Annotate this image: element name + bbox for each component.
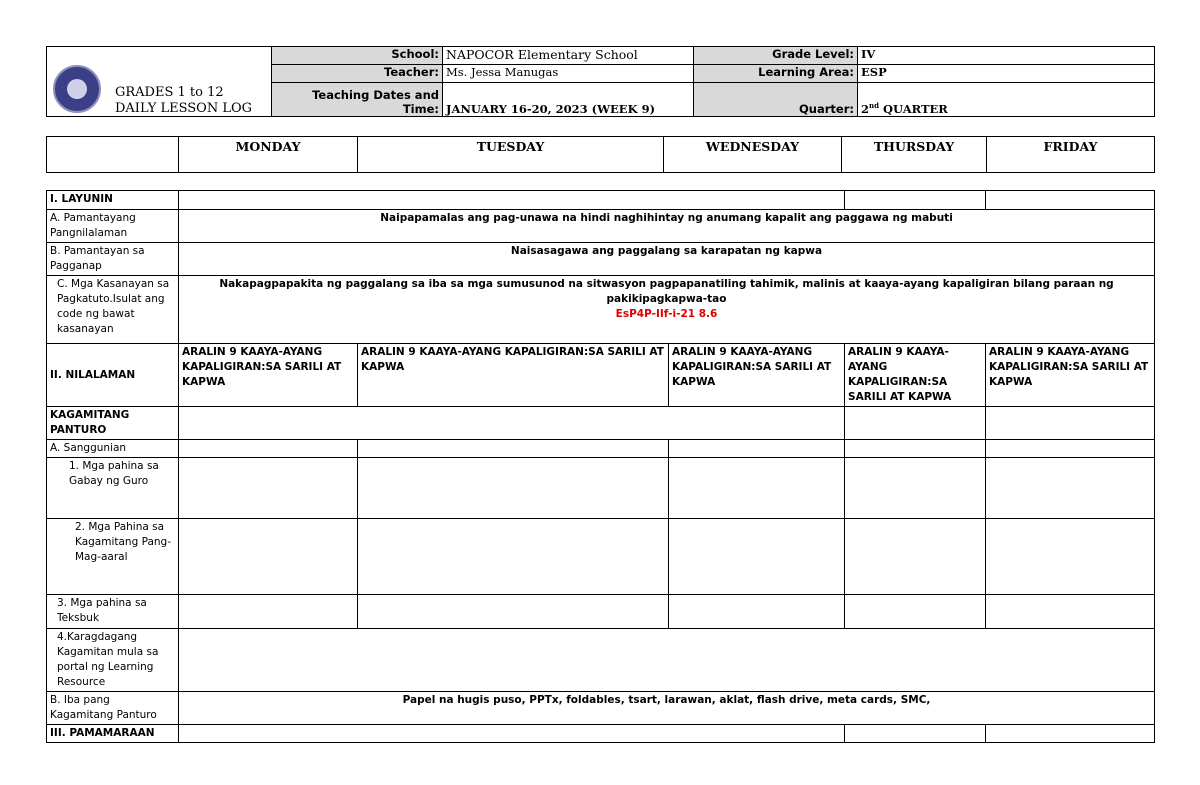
sanggunian-wednesday bbox=[669, 440, 845, 458]
dates-value: JANUARY 16-20, 2023 (WEEK 9) bbox=[443, 83, 694, 117]
row-layunin-thu bbox=[845, 191, 986, 210]
nilalaman-monday: ARALIN 9 KAAYA-AYANG KAPALIGIRAN:SA SARILI AT KAPWA bbox=[179, 344, 358, 407]
quarter-label: Quarter: bbox=[694, 83, 858, 117]
row-teksbuk-label: 3. Mga pahina sa Teksbuk bbox=[47, 595, 179, 629]
day-wednesday: WEDNESDAY bbox=[664, 137, 842, 173]
teacher-label: Teacher: bbox=[272, 65, 443, 83]
row-kagamitan-thu bbox=[845, 407, 986, 440]
row-pamamaraan-thu bbox=[845, 725, 986, 743]
teksbuk-tuesday bbox=[358, 595, 669, 629]
area-value: ESP bbox=[858, 65, 1155, 83]
row-gabay-label: 1. Mga pahina sa Gabay ng Guro bbox=[47, 458, 179, 519]
teksbuk-friday bbox=[986, 595, 1155, 629]
day-tuesday: TUESDAY bbox=[358, 137, 664, 173]
header-logo-cell bbox=[47, 47, 272, 117]
nilalaman-wednesday: ARALIN 9 KAAYA-AYANG KAPALIGIRAN:SA SARILI AT KAPWA bbox=[669, 344, 845, 407]
lesson-log-table bbox=[46, 190, 1155, 743]
dates-label: Teaching Dates and Time: bbox=[272, 83, 443, 117]
teksbuk-wednesday bbox=[669, 595, 845, 629]
row-kagamitan-label: KAGAMITANG PANTURO bbox=[47, 407, 179, 440]
days-corner-cell bbox=[47, 137, 179, 173]
sanggunian-thursday bbox=[845, 440, 986, 458]
quarter-value bbox=[858, 83, 1155, 117]
row-sanggunian-label: A. Sanggunian bbox=[47, 440, 179, 458]
gabay-wednesday bbox=[669, 458, 845, 519]
row-nilalaman-label: II. NILALAMAN bbox=[47, 344, 179, 407]
school-label: School: bbox=[272, 47, 443, 65]
grade-label: Grade Level: bbox=[694, 47, 858, 65]
row-iba-value: Papel na hugis puso, PPTx, foldables, tsart, larawan, aklat, flash drive, meta cards, SMC, bbox=[179, 692, 1155, 725]
teksbuk-monday bbox=[179, 595, 358, 629]
row-kagamitan-cell bbox=[179, 407, 845, 440]
grade-value: IV bbox=[858, 47, 1155, 65]
row-kasanayan-label: C. Mga Kasanayan sa Pagkatuto.Isulat ang code ng bawat kasanayan bbox=[47, 276, 179, 344]
row-iba-label: B. Iba pang Kagamitang Panturo bbox=[47, 692, 179, 725]
deped-seal-icon bbox=[53, 65, 101, 113]
kasanayan-code: EsP4P-IIf-i-21 8.6 bbox=[615, 308, 718, 320]
school-value: NAPOCOR Elementary School bbox=[443, 47, 694, 65]
day-friday: FRIDAY bbox=[987, 137, 1155, 173]
title-grades: GRADES 1 to 12 bbox=[115, 85, 224, 100]
gabay-monday bbox=[179, 458, 358, 519]
gabay-tuesday bbox=[358, 458, 669, 519]
quarter-suffix: nd bbox=[869, 101, 879, 111]
day-monday: MONDAY bbox=[179, 137, 358, 173]
row-pamamaraan-cell bbox=[179, 725, 845, 743]
day-thursday: THURSDAY bbox=[842, 137, 987, 173]
title-dll: DAILY LESSON LOG bbox=[115, 101, 253, 116]
kagamitang-thursday bbox=[845, 519, 986, 595]
row-karagdagang-cell bbox=[179, 629, 1155, 692]
days-header-table bbox=[46, 136, 1155, 173]
sanggunian-friday bbox=[986, 440, 1155, 458]
gabay-thursday bbox=[845, 458, 986, 519]
row-kasanayan-cell bbox=[179, 276, 1155, 344]
gabay-friday bbox=[986, 458, 1155, 519]
row-karagdagang-label: 4.Karagdagang Kagamitan mula sa portal ng Learning Resource bbox=[47, 629, 179, 692]
row-pagganap-label: B. Pamantayan sa Pagganap bbox=[47, 243, 179, 276]
nilalaman-tuesday: ARALIN 9 KAAYA-AYANG KAPALIGIRAN:SA SARILI AT KAPWA bbox=[358, 344, 669, 407]
row-layunin-cell bbox=[179, 191, 845, 210]
row-kagamitan-fri bbox=[986, 407, 1155, 440]
row-kagamitang-label: 2. Mga Pahina sa Kagamitang Pang-Mag-aaral bbox=[47, 519, 179, 595]
row-layunin-fri bbox=[986, 191, 1155, 210]
teksbuk-thursday bbox=[845, 595, 986, 629]
row-pamantayang-label: A. Pamantayang Pangnilalaman bbox=[47, 210, 179, 243]
nilalaman-friday: ARALIN 9 KAAYA-AYANG KAPALIGIRAN:SA SARILI AT KAPWA bbox=[986, 344, 1155, 407]
teacher-value: Ms. Jessa Manugas bbox=[443, 65, 694, 83]
sanggunian-tuesday bbox=[358, 440, 669, 458]
area-label: Learning Area: bbox=[694, 65, 858, 83]
header-table bbox=[46, 46, 1155, 117]
row-pagganap-value: Naisasagawa ang paggalang sa karapatan ng kapwa bbox=[179, 243, 1155, 276]
nilalaman-thursday: ARALIN 9 KAAYA-AYANG KAPALIGIRAN:SA SARILI AT KAPWA bbox=[845, 344, 986, 407]
kagamitang-monday bbox=[179, 519, 358, 595]
row-pamamaraan-label: III. PAMAMARAAN bbox=[47, 725, 179, 743]
quarter-word: QUARTER bbox=[883, 102, 948, 116]
row-pamantayang-value: Naipapamalas ang pag-unawa na hindi naghihintay ng anumang kapalit ang paggawa ng mabuti bbox=[179, 210, 1155, 243]
quarter-number: 2 bbox=[861, 102, 870, 116]
kasanayan-text: Nakapagpapakita ng paggalang sa iba sa mga sumusunod na sitwasyon pagpapanatiling tahimik, malinis at kaaya-ayang kapaligiran bilang paraan ng pakikipagkapwa-tao bbox=[219, 278, 1114, 305]
kagamitang-wednesday bbox=[669, 519, 845, 595]
kagamitang-tuesday bbox=[358, 519, 669, 595]
row-pamamaraan-fri bbox=[986, 725, 1155, 743]
sanggunian-monday bbox=[179, 440, 358, 458]
row-layunin-label: I. LAYUNIN bbox=[47, 191, 179, 210]
kagamitang-friday bbox=[986, 519, 1155, 595]
